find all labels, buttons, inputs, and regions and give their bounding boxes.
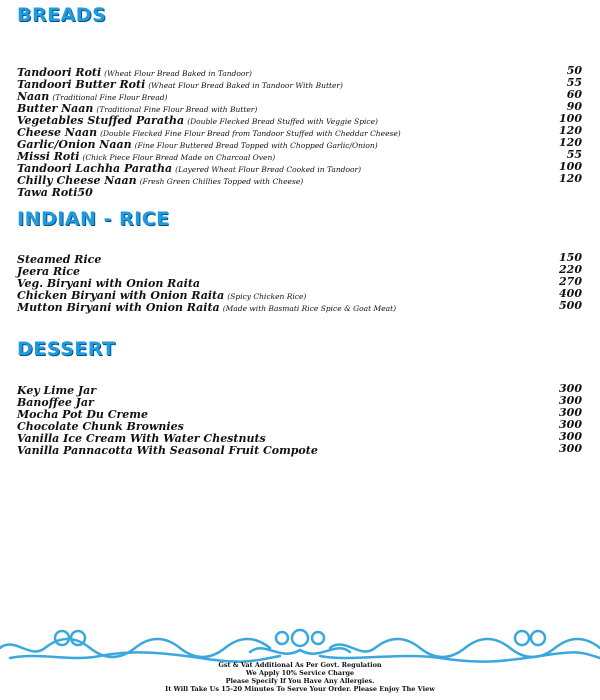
item-description: (Made with Basmati Rice Spice & Goat Meat) (222, 304, 397, 313)
menu-item (17, 185, 582, 197)
menu-item (17, 431, 582, 443)
menu-item (17, 276, 582, 288)
menu-item (17, 149, 582, 161)
item-name: Steamed Rice (17, 253, 102, 266)
breads-list (17, 65, 582, 197)
footer-notes (0, 661, 600, 693)
menu-item (17, 113, 582, 125)
menu-item (17, 407, 582, 419)
menu-item (17, 125, 582, 137)
item-price: 120 (559, 124, 582, 137)
item-price: 500 (559, 299, 582, 312)
item-name: Garlic/Onion Naan (17, 138, 132, 151)
item-name: Jeera Rice (17, 265, 80, 278)
item-description: (Fine Flour Buttered Bread Topped with Chopped Garlic/Onion) (134, 141, 378, 150)
dessert-list (17, 383, 582, 455)
menu-item (17, 89, 582, 101)
menu-item (17, 395, 582, 407)
section-title-breads: BREADS (17, 4, 107, 26)
item-description: (Wheat Flour Bread Baked in Tandoor) (104, 69, 252, 78)
item-name: Tandoori Roti (17, 66, 102, 79)
item-price: 300 (559, 406, 582, 419)
wave-ornament (0, 622, 600, 664)
item-name: Chicken Biryani with Onion Raita (17, 289, 225, 302)
menu-item (17, 383, 582, 395)
item-price: 120 (559, 136, 582, 149)
item-description: (Spicy Chicken Rice) (227, 292, 307, 301)
item-name: Banoffee Jar (17, 396, 94, 409)
item-name: Vanilla Pannacotta With Seasonal Fruit Compote (17, 444, 318, 457)
menu-item (17, 252, 582, 264)
footer-line: Gst & Vat Additional As Per Govt. Regulation (218, 661, 382, 669)
item-price: 300 (559, 382, 582, 395)
footer-line: We Apply 10% Service Charge (245, 669, 355, 677)
menu-item (17, 173, 582, 185)
item-name: Mutton Biryani with Onion Raita (17, 301, 220, 314)
item-description: (Fresh Green Chillies Topped with Cheese) (139, 177, 304, 186)
item-price: 300 (559, 430, 582, 443)
item-name: Chilly Cheese Naan (17, 174, 137, 187)
menu-item (17, 288, 582, 300)
item-name: Veg. Biryani with Onion Raita (17, 277, 201, 290)
section-title-dessert: DESSERT (17, 338, 116, 360)
menu-item (17, 161, 582, 173)
item-name: Vegetables Stuffed Paratha (17, 114, 185, 127)
item-description: (Double Flecked Bread Stuffed with Veggie Spice) (187, 117, 378, 126)
item-price: 60 (566, 88, 582, 101)
item-price: 55 (566, 148, 582, 161)
item-description: (Traditional Fine Flour Bread) (52, 93, 168, 102)
rice-list (17, 252, 582, 312)
menu-item (17, 137, 582, 149)
item-name: Naan (17, 90, 50, 103)
item-price: 100 (559, 112, 582, 125)
item-price: 55 (566, 76, 582, 89)
menu-item (17, 77, 582, 89)
item-name: Key Lime Jar (17, 384, 97, 397)
menu-item (17, 300, 582, 312)
item-description: (Chick Piece Flour Bread Made on Charcoal Oven) (82, 153, 276, 162)
item-name: Chocolate Chunk Brownies (17, 420, 184, 433)
item-name: Mocha Pot Du Creme (17, 408, 148, 421)
item-name: Missi Roti (17, 150, 80, 163)
item-name: Tandoori Lachha Paratha (17, 162, 173, 175)
item-description: (Traditional Fine Flour Bread with Butter) (96, 105, 258, 114)
item-price: 400 (559, 287, 582, 300)
item-description: (Double Flecked Fine Flour Bread from Tandoor Stuffed with Cheddar Cheese) (100, 129, 401, 138)
footer-line: It Will Take Us 15-20 Minutes To Serve Your Order. Please Enjoy The View (165, 685, 435, 693)
item-price: 300 (559, 442, 582, 455)
item-name: Cheese Naan (17, 126, 98, 139)
item-name: Butter Naan (17, 102, 94, 115)
item-name: Tandoori Butter Roti (17, 78, 146, 91)
item-name: Tawa Roti50 (17, 186, 93, 199)
menu-item (17, 264, 582, 276)
item-price: 50 (566, 64, 582, 77)
menu-item (17, 101, 582, 113)
menu-item (17, 419, 582, 431)
item-price: 300 (559, 418, 582, 431)
section-title-indian-rice: INDIAN - RICE (17, 208, 170, 230)
item-description: (Wheat Flour Bread Baked in Tandoor With Butter) (148, 81, 343, 90)
item-price: 100 (559, 160, 582, 173)
item-price: 90 (566, 100, 582, 113)
menu-item (17, 443, 582, 455)
menu-item (17, 65, 582, 77)
item-description: (Layered Wheat Flour Bread Cooked in Tandoor) (175, 165, 362, 174)
item-price: 150 (559, 251, 582, 264)
item-price: 120 (559, 172, 582, 185)
footer-line: Please Specify If You Have Any Allergies. (225, 677, 375, 685)
item-price: 220 (559, 263, 582, 276)
item-name: Vanilla Ice Cream With Water Chestnuts (17, 432, 266, 445)
item-price: 270 (559, 275, 582, 288)
item-price: 300 (559, 394, 582, 407)
